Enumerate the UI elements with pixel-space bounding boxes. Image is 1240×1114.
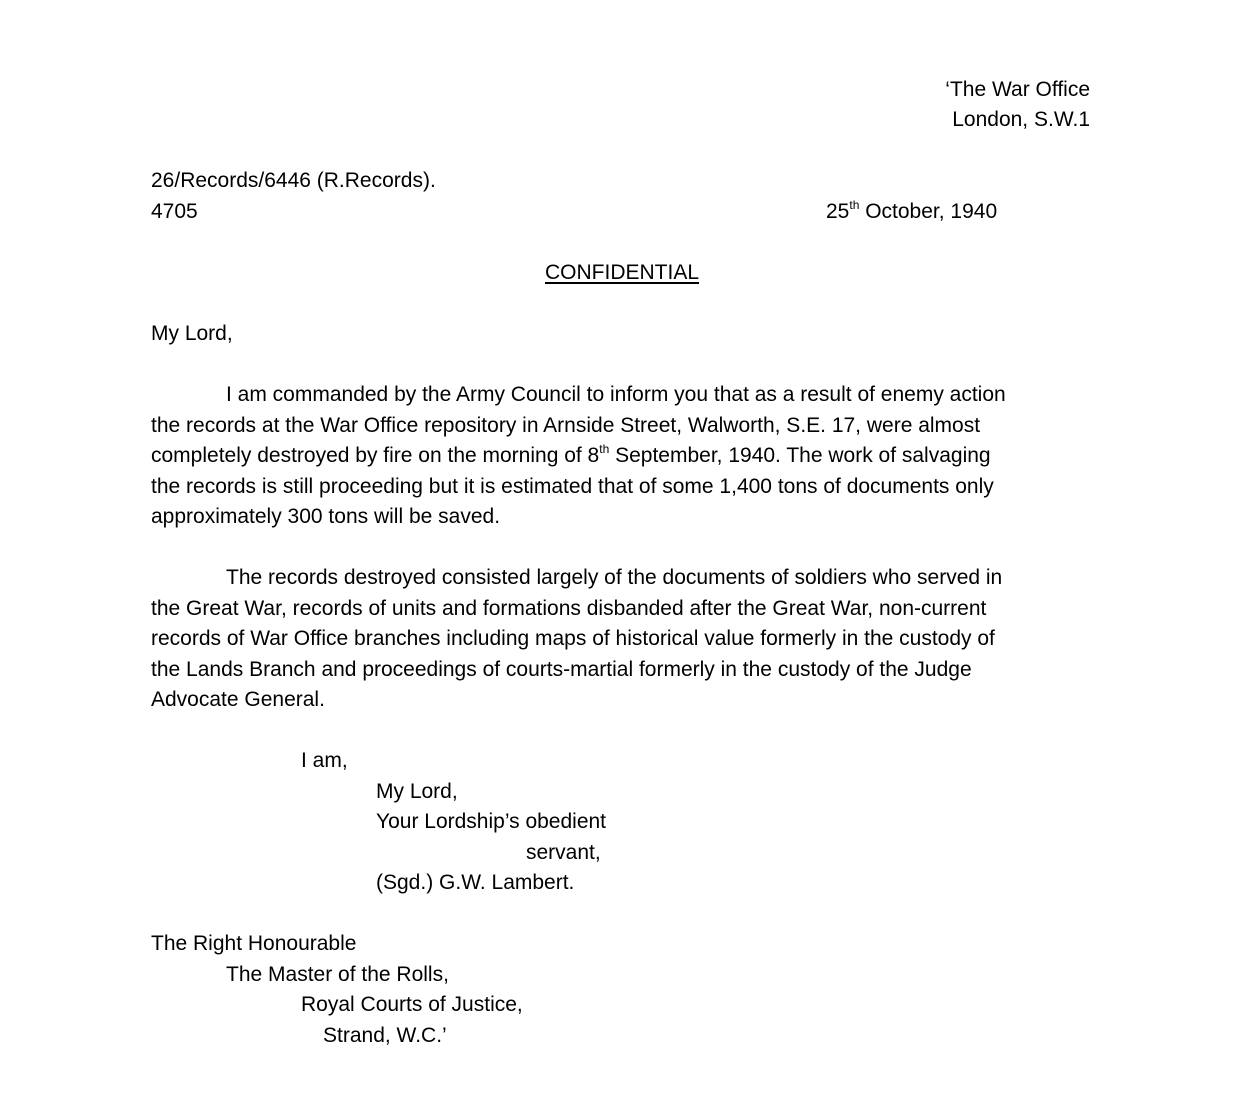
letter-date [826, 197, 997, 227]
closing-my-lord: My Lord, [376, 780, 458, 803]
reference-number: 4705 [151, 200, 198, 223]
date-rest: October, 1940 [859, 200, 998, 223]
addressee-line-1: The Right Honourable [151, 932, 357, 955]
signature: (Sgd.) G.W. Lambert. [376, 871, 575, 894]
paragraph-2-line: the Great War, records of units and formations disbanded after the Great War, non-current [151, 596, 987, 620]
addressee-line-3: Royal Courts of Justice, [301, 993, 523, 1016]
paragraph-1-line [151, 441, 1086, 472]
paragraph-1 [151, 380, 1086, 533]
addressee-line-4: Strand, W.C.’ [323, 1024, 447, 1047]
paragraph-1-line-part: completely destroyed by fire on the morning of 8 [151, 444, 600, 468]
paragraph-2 [151, 563, 1086, 716]
letterhead-line-1: ‘The War Office [945, 78, 1090, 101]
paragraph-2-line: records of War Office branches including maps of historical value formerly in the custody of [151, 627, 995, 651]
salutation: My Lord, [151, 322, 233, 345]
date-suffix: th [849, 198, 860, 212]
paragraph-1-line: the records is still proceeding but it is estimated that of some 1,400 tons of documents only [151, 474, 994, 498]
letterhead-line-2: London, S.W.1 [952, 108, 1090, 131]
paragraph-1-line: approximately 300 tons will be saved. [151, 505, 501, 529]
ordinal-suffix: th [599, 442, 610, 457]
date-day: 25 [826, 200, 850, 223]
paragraph-2-line: The records destroyed consisted largely of the documents of soldiers who served in [226, 566, 1003, 589]
closing-obedient: Your Lordship’s obedient [376, 810, 607, 833]
paragraph-2-line: Advocate General. [151, 688, 325, 712]
closing-servant: servant, [526, 841, 601, 864]
paragraph-1-line-part: September, 1940. The work of salvaging [609, 444, 991, 468]
paragraph-2-line: the Lands Branch and proceedings of courts-martial formerly in the custody of the Judge [151, 657, 972, 681]
addressee-line-2: The Master of the Rolls, [226, 963, 449, 986]
classification-heading: CONFIDENTIAL [545, 261, 700, 284]
file-reference: 26/Records/6446 (R.Records). [151, 169, 436, 192]
paragraph-1-line: I am commanded by the Army Council to inform you that as a result of enemy action [226, 383, 1006, 406]
paragraph-1-line: the records at the War Office repository in Arnside Street, Walworth, S.E. 17, were almost [151, 413, 981, 437]
closing-i-am: I am, [301, 749, 348, 772]
